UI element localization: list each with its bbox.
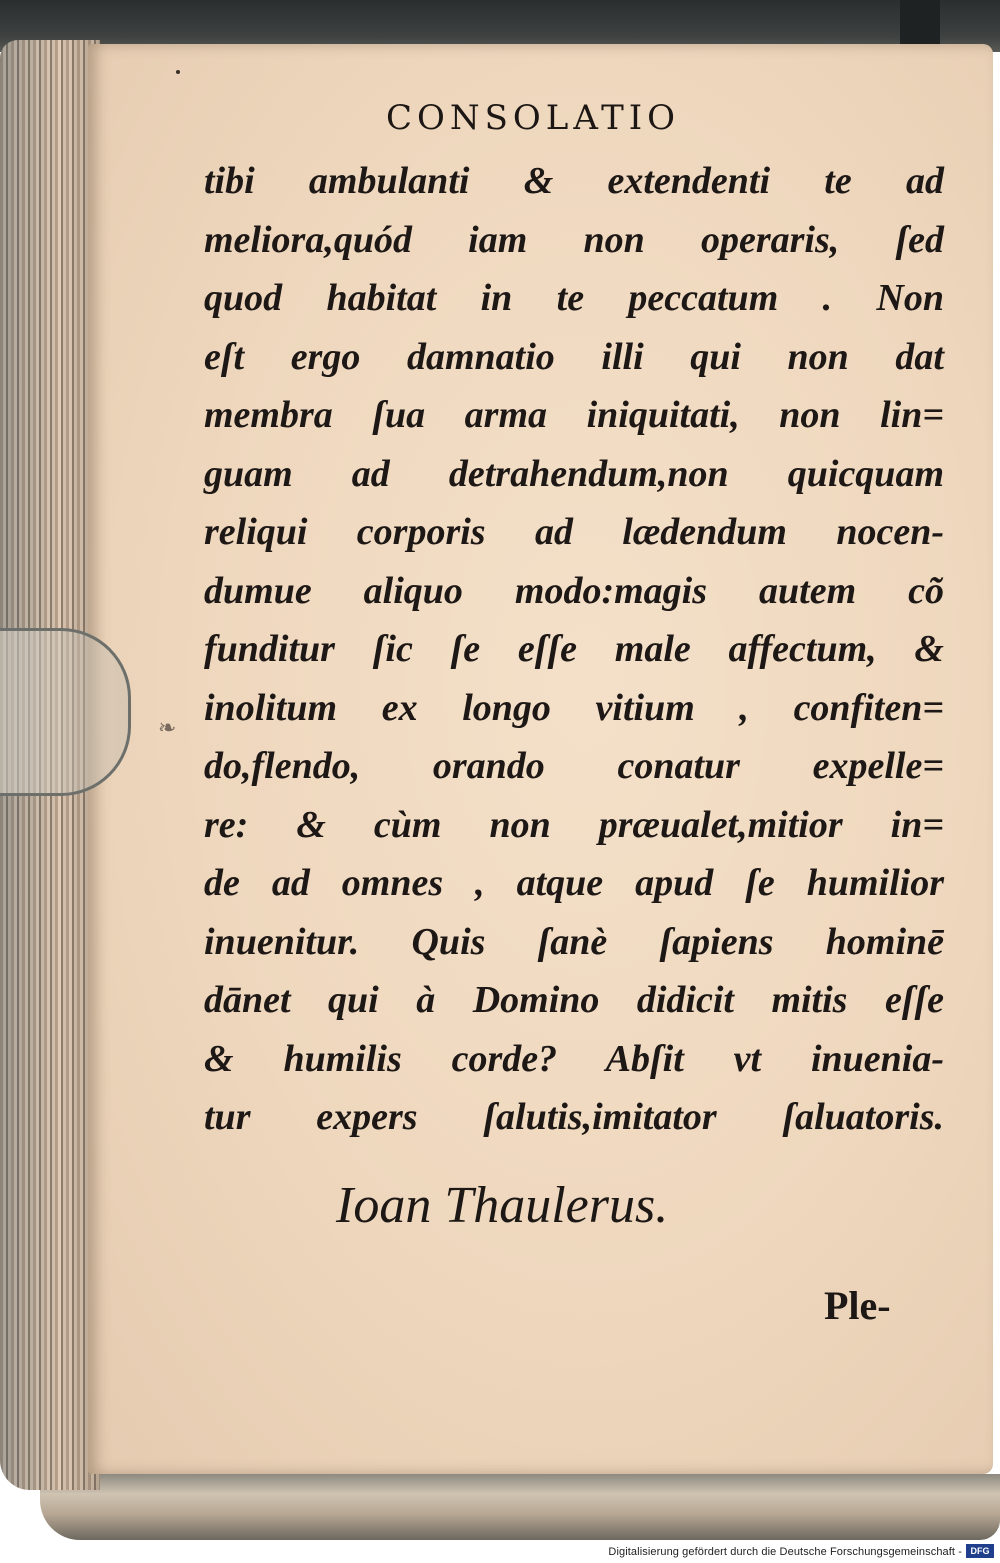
text-line: & humilis corde? Abſit vt inuenia- (204, 1037, 944, 1080)
text-line: do,flendo, orando conatur expelle= (204, 745, 944, 787)
body-text (204, 152, 944, 1147)
author-signature: Ioan Thaulerus. (336, 1177, 669, 1234)
text-line: re: & cùm non præualet,mitior in= (204, 803, 944, 846)
text-line: reliqui corporis ad lædendum nocen- (204, 511, 944, 553)
text-line: dumue aliquo modo:magis autem cõ (204, 569, 944, 612)
text-line: quod habitat in te peccatum . Non (204, 277, 944, 319)
text-line: meliora,quód iam non operaris, ſed (204, 218, 944, 261)
text-line: membra ſua arma iniquitati, non lin= (204, 394, 944, 436)
text-line: dānet qui à Domino didicit mitis eſſe (204, 979, 944, 1021)
book-bottom-edge (40, 1474, 1000, 1540)
text-line: tibi ambulanti & extendenti te ad (204, 160, 944, 202)
funding-credit: Digitalisierung gefördert durch die Deutsche Forschungsgemeinschaft - (608, 1546, 962, 1558)
text-line: inuenitur. Quis ſanè ſapiens hominē (204, 920, 944, 963)
text-line: funditur ſic ſe eſſe male affectum, & (204, 628, 944, 670)
text-line: guam ad detrahendum,non quicquam (204, 452, 944, 495)
text-line: de ad omnes , atque apud ſe humilior (204, 862, 944, 904)
text-line: eſt ergo damnatio illi qui non dat (204, 335, 944, 378)
dfg-logo-icon: DFG (966, 1544, 994, 1558)
catchword: Ple- (824, 1283, 891, 1328)
text-line: tur expers ſalutis,imitator ſaluatoris. (204, 1096, 944, 1138)
text-line: inolitum ex longo vitium , confiten= (204, 686, 944, 729)
margin-mark-icon: ❧ (158, 716, 177, 741)
running-head: CONSOLATIO (386, 98, 681, 138)
ink-dot (176, 70, 180, 74)
book-clasp (0, 628, 131, 796)
